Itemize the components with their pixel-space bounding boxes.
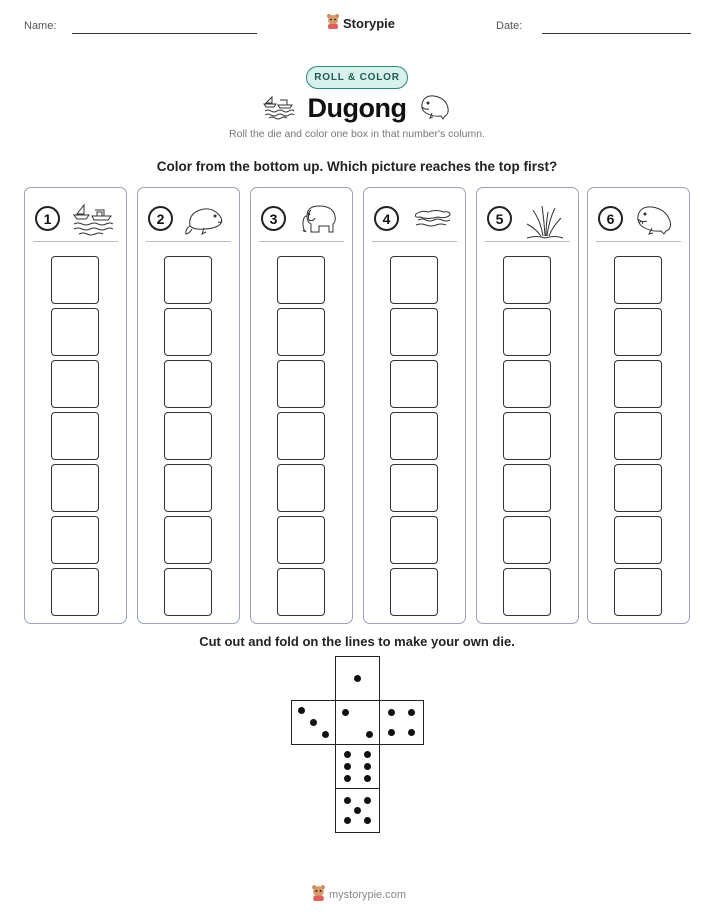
color-box[interactable] [51,308,99,356]
die-pip [364,751,371,758]
color-box[interactable] [164,256,212,304]
color-box[interactable] [164,568,212,616]
die-pip [364,817,371,824]
footer-url: mystorypie.com [329,889,407,901]
color-box[interactable] [277,308,325,356]
cut-instruction: Cut out and fold on the lines to make your own die. [199,634,515,649]
column-number: 6 [598,206,623,231]
column-6 [587,187,690,624]
column-5 [476,187,579,624]
column-2 [137,187,240,624]
manatee-icon [184,202,228,243]
die-pip [388,729,395,736]
die-face-2 [335,700,380,745]
color-box[interactable] [503,516,551,564]
column-number: 1 [35,206,60,231]
color-box[interactable] [164,360,212,408]
column-header [485,198,570,242]
die-pip [364,775,371,782]
column-number: 2 [148,206,173,231]
color-box[interactable] [51,516,99,564]
page-title: Dugong [307,93,407,123]
column-4 [363,187,466,624]
column-number: 5 [487,206,512,231]
die-pip [344,775,351,782]
bear-icon [311,884,326,906]
die-pip [344,751,351,758]
die-pip [364,763,371,770]
column-header [372,198,457,242]
color-box[interactable] [277,412,325,460]
bear-icon [326,13,340,34]
color-box[interactable] [51,568,99,616]
date-label: Date: [496,20,523,32]
color-box[interactable] [614,412,662,460]
dugong-icon [418,92,452,127]
color-box[interactable] [503,568,551,616]
die-pip [366,731,373,738]
color-box[interactable] [51,256,99,304]
column-3 [250,187,353,624]
color-box[interactable] [390,568,438,616]
color-box[interactable] [164,464,212,512]
column-header [146,198,231,242]
color-box[interactable] [390,516,438,564]
color-box[interactable] [277,256,325,304]
color-box[interactable] [614,464,662,512]
footer [311,884,406,906]
color-box[interactable] [503,308,551,356]
column-header [259,198,344,242]
column-1 [24,187,127,624]
die-face-4 [379,700,424,745]
brand-name: Storypie [343,16,396,31]
color-box[interactable] [51,360,99,408]
die-pip [408,729,415,736]
color-box[interactable] [614,568,662,616]
color-box[interactable] [164,516,212,564]
elephant-icon [297,202,341,243]
roll-columns [24,187,690,624]
brand-logo [326,13,395,34]
color-box[interactable] [390,464,438,512]
color-box[interactable] [51,412,99,460]
color-box[interactable] [614,308,662,356]
instruction: Color from the bottom up. Which picture reaches the top first? [156,159,558,174]
name-label: Name: [24,20,57,32]
seagrass-icon [523,202,567,247]
color-box[interactable] [503,412,551,460]
color-box[interactable] [277,568,325,616]
date-line[interactable] [542,33,691,34]
die-pip [342,709,349,716]
color-box[interactable] [390,412,438,460]
color-box[interactable] [503,256,551,304]
die-pip [354,807,361,814]
color-box[interactable] [390,256,438,304]
name-line[interactable] [72,33,257,34]
color-box[interactable] [614,360,662,408]
boats-icon [71,202,115,243]
die-pip [344,763,351,770]
color-box[interactable] [164,308,212,356]
color-box[interactable] [277,516,325,564]
color-box[interactable] [614,516,662,564]
die-pip [310,719,317,726]
color-box[interactable] [164,412,212,460]
die-face-3 [291,700,336,745]
color-box[interactable] [614,256,662,304]
column-number: 3 [261,206,286,231]
water-icon [410,202,454,243]
column-number: 4 [374,206,399,231]
die-pip [364,797,371,804]
color-box[interactable] [503,360,551,408]
color-box[interactable] [277,360,325,408]
die-pip [344,817,351,824]
die-pip [408,709,415,716]
color-box[interactable] [51,464,99,512]
die-pip [344,797,351,804]
subtitle: Roll the die and color one box in that number's column. [229,128,485,140]
die-pip [322,731,329,738]
color-box[interactable] [277,464,325,512]
color-box[interactable] [390,360,438,408]
die-face-1 [335,656,380,701]
column-header [596,198,681,242]
column-header [33,198,118,242]
die-face-5 [335,788,380,833]
activity-badge: ROLL & COLOR [306,66,408,89]
dugong-icon [634,202,678,243]
die-pip [298,707,305,714]
die-pip [354,675,361,682]
die-face-6 [335,744,380,789]
color-box[interactable] [503,464,551,512]
die-pip [388,709,395,716]
color-box[interactable] [390,308,438,356]
